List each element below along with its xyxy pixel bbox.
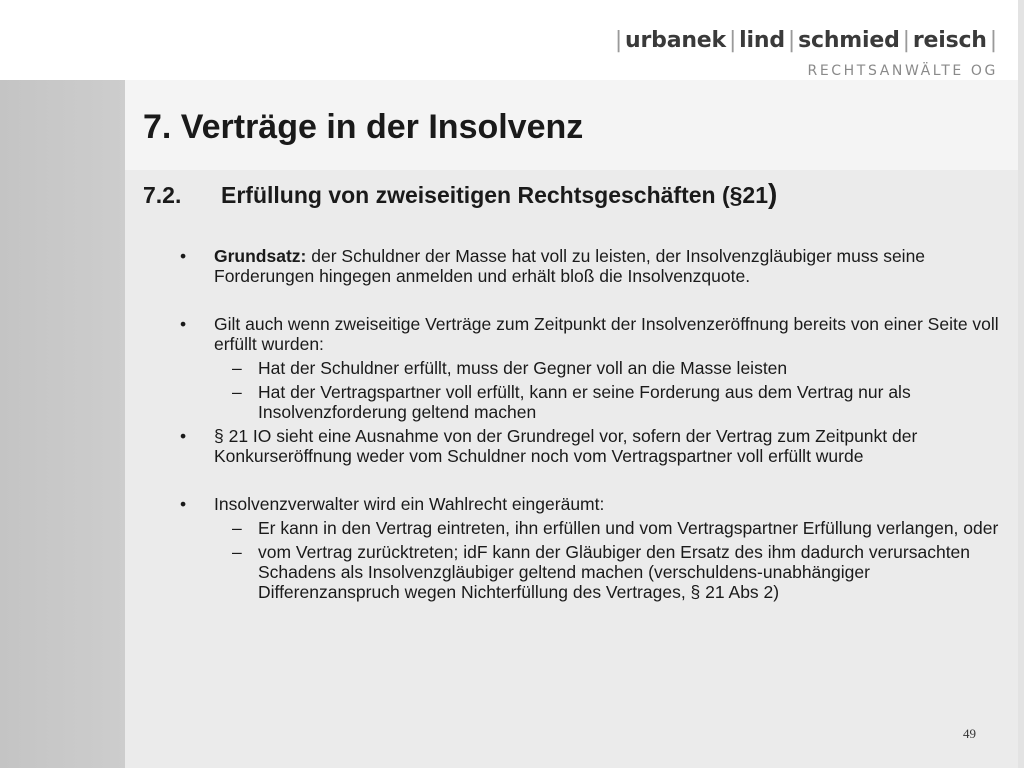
dash-icon: – [232,518,242,538]
section-title: Erfüllung von zweiseitigen Rechtsgeschäften (§21 [221,182,769,208]
left-decorative-bar [0,80,125,768]
sub-item-4-1 [180,518,1000,538]
sub-item-text: Hat der Vertragspartner voll erfüllt, kann er seine Forderung aus dem Vertrag nur als Insolvenzforderung geltend machen [258,382,911,422]
dash-icon: – [232,542,242,562]
logo-name-2: lind [739,28,785,53]
dash-icon: – [232,358,242,378]
bullet-text: Gilt auch wenn zweiseitige Verträge zum Zeitpunkt der Insolvenzeröffnung bereits von einer Seite voll erfüllt wurden: [214,314,999,354]
section-heading [143,178,777,210]
bullet-icon: • [180,494,187,514]
bullet-item-1 [180,246,1000,286]
logo-name-3: schmied [798,28,900,53]
slide-title: 7. Verträge in der Insolvenz [143,108,584,146]
bullet-lead: Grundsatz: [214,246,307,266]
bullet-icon: • [180,314,187,334]
sub-item-text: Hat der Schuldner erfüllt, muss der Gegner voll an die Masse leisten [258,358,788,378]
section-number: 7.2. [143,182,182,208]
bullet-icon: • [180,246,187,266]
sub-item-text: Er kann in den Vertrag eintreten, ihn erfüllen und vom Vertragspartner Erfüllung verlangen, oder [258,518,999,538]
left-bar-shade [0,80,125,768]
page-number: 49 [963,726,976,741]
right-edge [1018,0,1024,768]
bullet-item-4 [180,494,1000,514]
firm-logo [612,28,1000,79]
logo-names: | urbanek | lind | schmied | reisch | [614,28,997,53]
bullet-text: Insolvenzverwalter wird ein Wahlrecht eingeräumt: [214,494,605,514]
bullet-text: § 21 IO sieht eine Ausnahme von der Grundregel vor, sofern der Vertrag zum Zeitpunkt der Konkurseröffnung weder vom Schuldner noch vom Vertragspartner voll erfüllt wurde [214,426,918,466]
bullet-item-3 [180,426,1000,466]
sub-item-2-1 [180,358,1000,378]
dash-icon: – [232,382,242,402]
logo-subtitle: RECHTSANWÄLTE OG [807,63,998,79]
bullet-item-2 [180,314,1000,354]
logo-name-4: reisch [912,28,987,53]
section-title-close: ) [768,178,778,209]
bullet-text: der Schuldner der Masse hat voll zu leisten, der Insolvenzgläubiger muss seine Forderungen hingegen anmelden und erhält bloß die Insolvenzquote. [214,246,926,286]
bullet-list [180,246,1000,602]
logo-name-1: urbanek [625,28,726,53]
sub-item-2-2 [180,382,1000,422]
sub-item-text: vom Vertrag zurücktreten; idF kann der Gläubiger den Ersatz des ihm dadurch verursachten Schadens als Insolvenzgläubiger geltend machen (verschuldens-unabhängiger Differenzanspruch wegen Nichterfüllung des Vertrages, § 21 Abs 2) [258,542,971,602]
sub-item-4-2 [180,542,1000,602]
bullet-icon: • [180,426,187,446]
